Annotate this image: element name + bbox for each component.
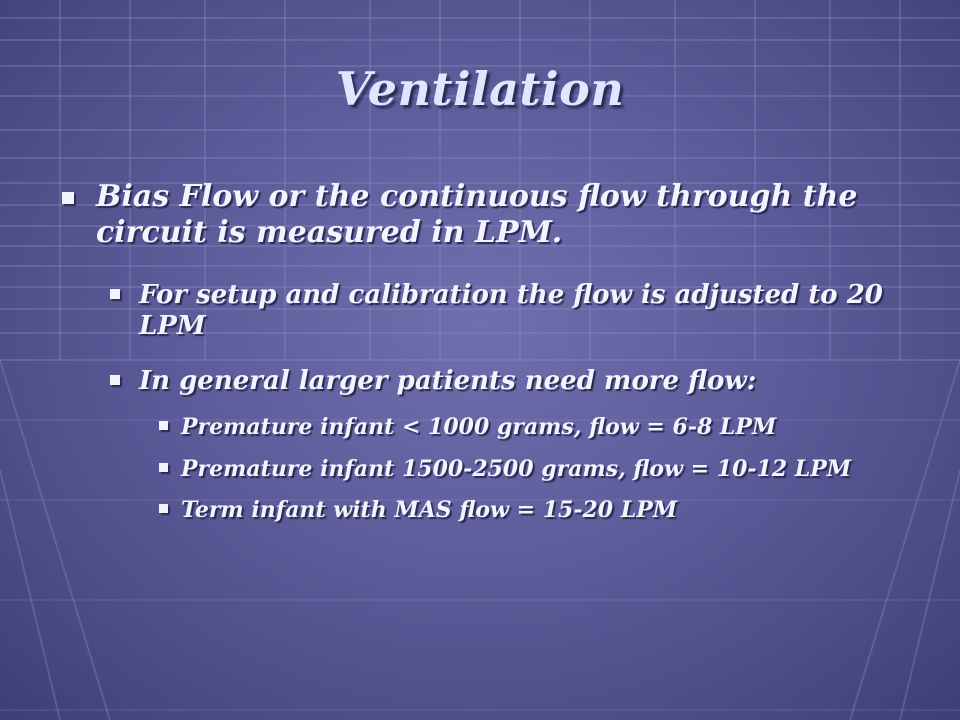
square-bullet-icon (159, 504, 168, 513)
square-bullet-icon (110, 289, 120, 299)
bullet-item: In general larger patients need more flow: (139, 366, 757, 396)
bullet-item: Premature infant 1500-2500 grams, flow = 10-12 LPM (181, 456, 852, 482)
bullet-item: Premature infant < 1000 grams, flow = 6-8 LPM (181, 414, 777, 440)
bullet-item: For setup and calibration the flow is adjusted to 20 LPM (139, 280, 883, 341)
square-bullet-icon (159, 463, 168, 472)
square-bullet-icon (159, 421, 168, 430)
bullet-item: Term infant with MAS flow = 15-20 LPM (181, 497, 678, 523)
square-bullet-icon (62, 192, 74, 204)
square-bullet-icon (110, 375, 120, 385)
bullet-item: Bias Flow or the continuous flow through the circuit is measured in LPM. (96, 179, 858, 250)
slide-title: Ventilation (335, 62, 625, 116)
